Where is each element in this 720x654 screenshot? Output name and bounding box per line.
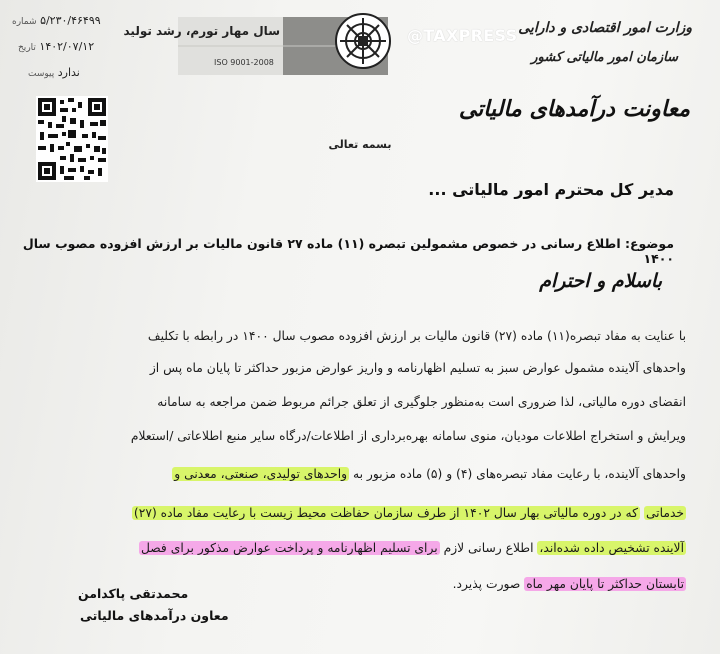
letter-date-value: ۱۴۰۲/۰۷/۱۲ [39, 40, 95, 53]
letter-date [14, 40, 94, 53]
body-text: صورت پذیرد. [452, 577, 521, 591]
watermark: @TAXPRESS [407, 26, 518, 45]
green-highlight: آلاینده تشخیص داده شده‌اند، [539, 541, 684, 555]
body-line-3: انقضای دوره مالیاتی، لذا ضروری است به‌منظور جلوگیری از تعلق جرائم مربوط ضمن مراجعه به سامانه [157, 395, 686, 409]
letter-number-value: ۵/۲۳۰/۴۶۴۹۹ [40, 14, 101, 27]
deputy-title: معاونت درآمدهای مالیاتی [458, 96, 690, 122]
pink-highlight: تابستان حداکثر تا پایان مهر ماه [526, 577, 684, 591]
iso-label: ISO 9001-2008 [214, 58, 274, 67]
organization-name: سازمان امور مالیاتی کشور [531, 50, 678, 65]
signatory-name: محمدتقی پاکدامن [78, 586, 189, 601]
letter-attachment-label: پیوست [28, 69, 55, 79]
body-line-5 [26, 466, 686, 482]
body-text: واحدهای آلاینده، با رعایت مفاد تبصره‌های (۴) و (۵) ماده مزبور به [352, 467, 686, 481]
letter-attachment [24, 66, 80, 79]
body-line-2: واحدهای آلاینده مشمول عوارض سبز به تسلیم اظهارنامه و واریز عوارض مزبور حداکثر تا پایان ماه پس از [149, 361, 686, 375]
subject-line: موضوع: اطلاع رسانی در خصوص مشمولین تبصره (۱۱) ماده ۲۷ قانون مالیات بر ارزش افزوده مصوب سال ۱۴۰۰ [22, 236, 674, 266]
letter-date-label: تاریخ [18, 43, 36, 53]
signatory-title: معاون درآمدهای مالیاتی [80, 608, 229, 623]
letter-number [8, 14, 101, 27]
body-line-1: با عنایت به مفاد تبصره(۱۱) ماده (۲۷) قانون مالیات بر ارزش افزوده مصوب سال ۱۴۰۰ در رابطه با تکلیف [147, 329, 686, 343]
body-line-7 [26, 540, 686, 556]
green-highlight: خدماتی [645, 506, 684, 520]
green-highlight: که در دوره مالیاتی بهار سال ۱۴۰۲ از طرف سازمان حفاظت محیط زیست با رعایت مفاد ماده (۲۷) [133, 506, 639, 520]
tax-emblem-icon [334, 12, 392, 70]
greeting: باسلام و احترام [539, 270, 662, 292]
letter-attachment-value: ندارد [57, 66, 80, 79]
slogan: سال مهار تورم، رشد تولید [123, 24, 280, 38]
bismillah: بسمه تعالی [328, 138, 392, 151]
letter-number-label: شماره [12, 17, 37, 27]
pink-highlight: برای تسلیم اظهارنامه و پرداخت عوارض مذکور برای فصل [140, 541, 438, 555]
addressee: مدیر کل محترم امور مالیاتی ... [428, 180, 674, 199]
body-text: اطلاع رسانی لازم [443, 541, 534, 555]
body-line-4: ویرایش و استخراج اطلاعات مودیان، منوی سامانه بهره‌برداری از اطلاعات/درگاه سایر منبع اطلاعاتی /استعلام [130, 429, 686, 443]
ministry-name: وزارت امور اقتصادی و دارایی [518, 20, 692, 36]
body-line-6 [26, 505, 686, 521]
green-highlight: واحدهای تولیدی، صنعتی، معدنی و [174, 467, 348, 481]
